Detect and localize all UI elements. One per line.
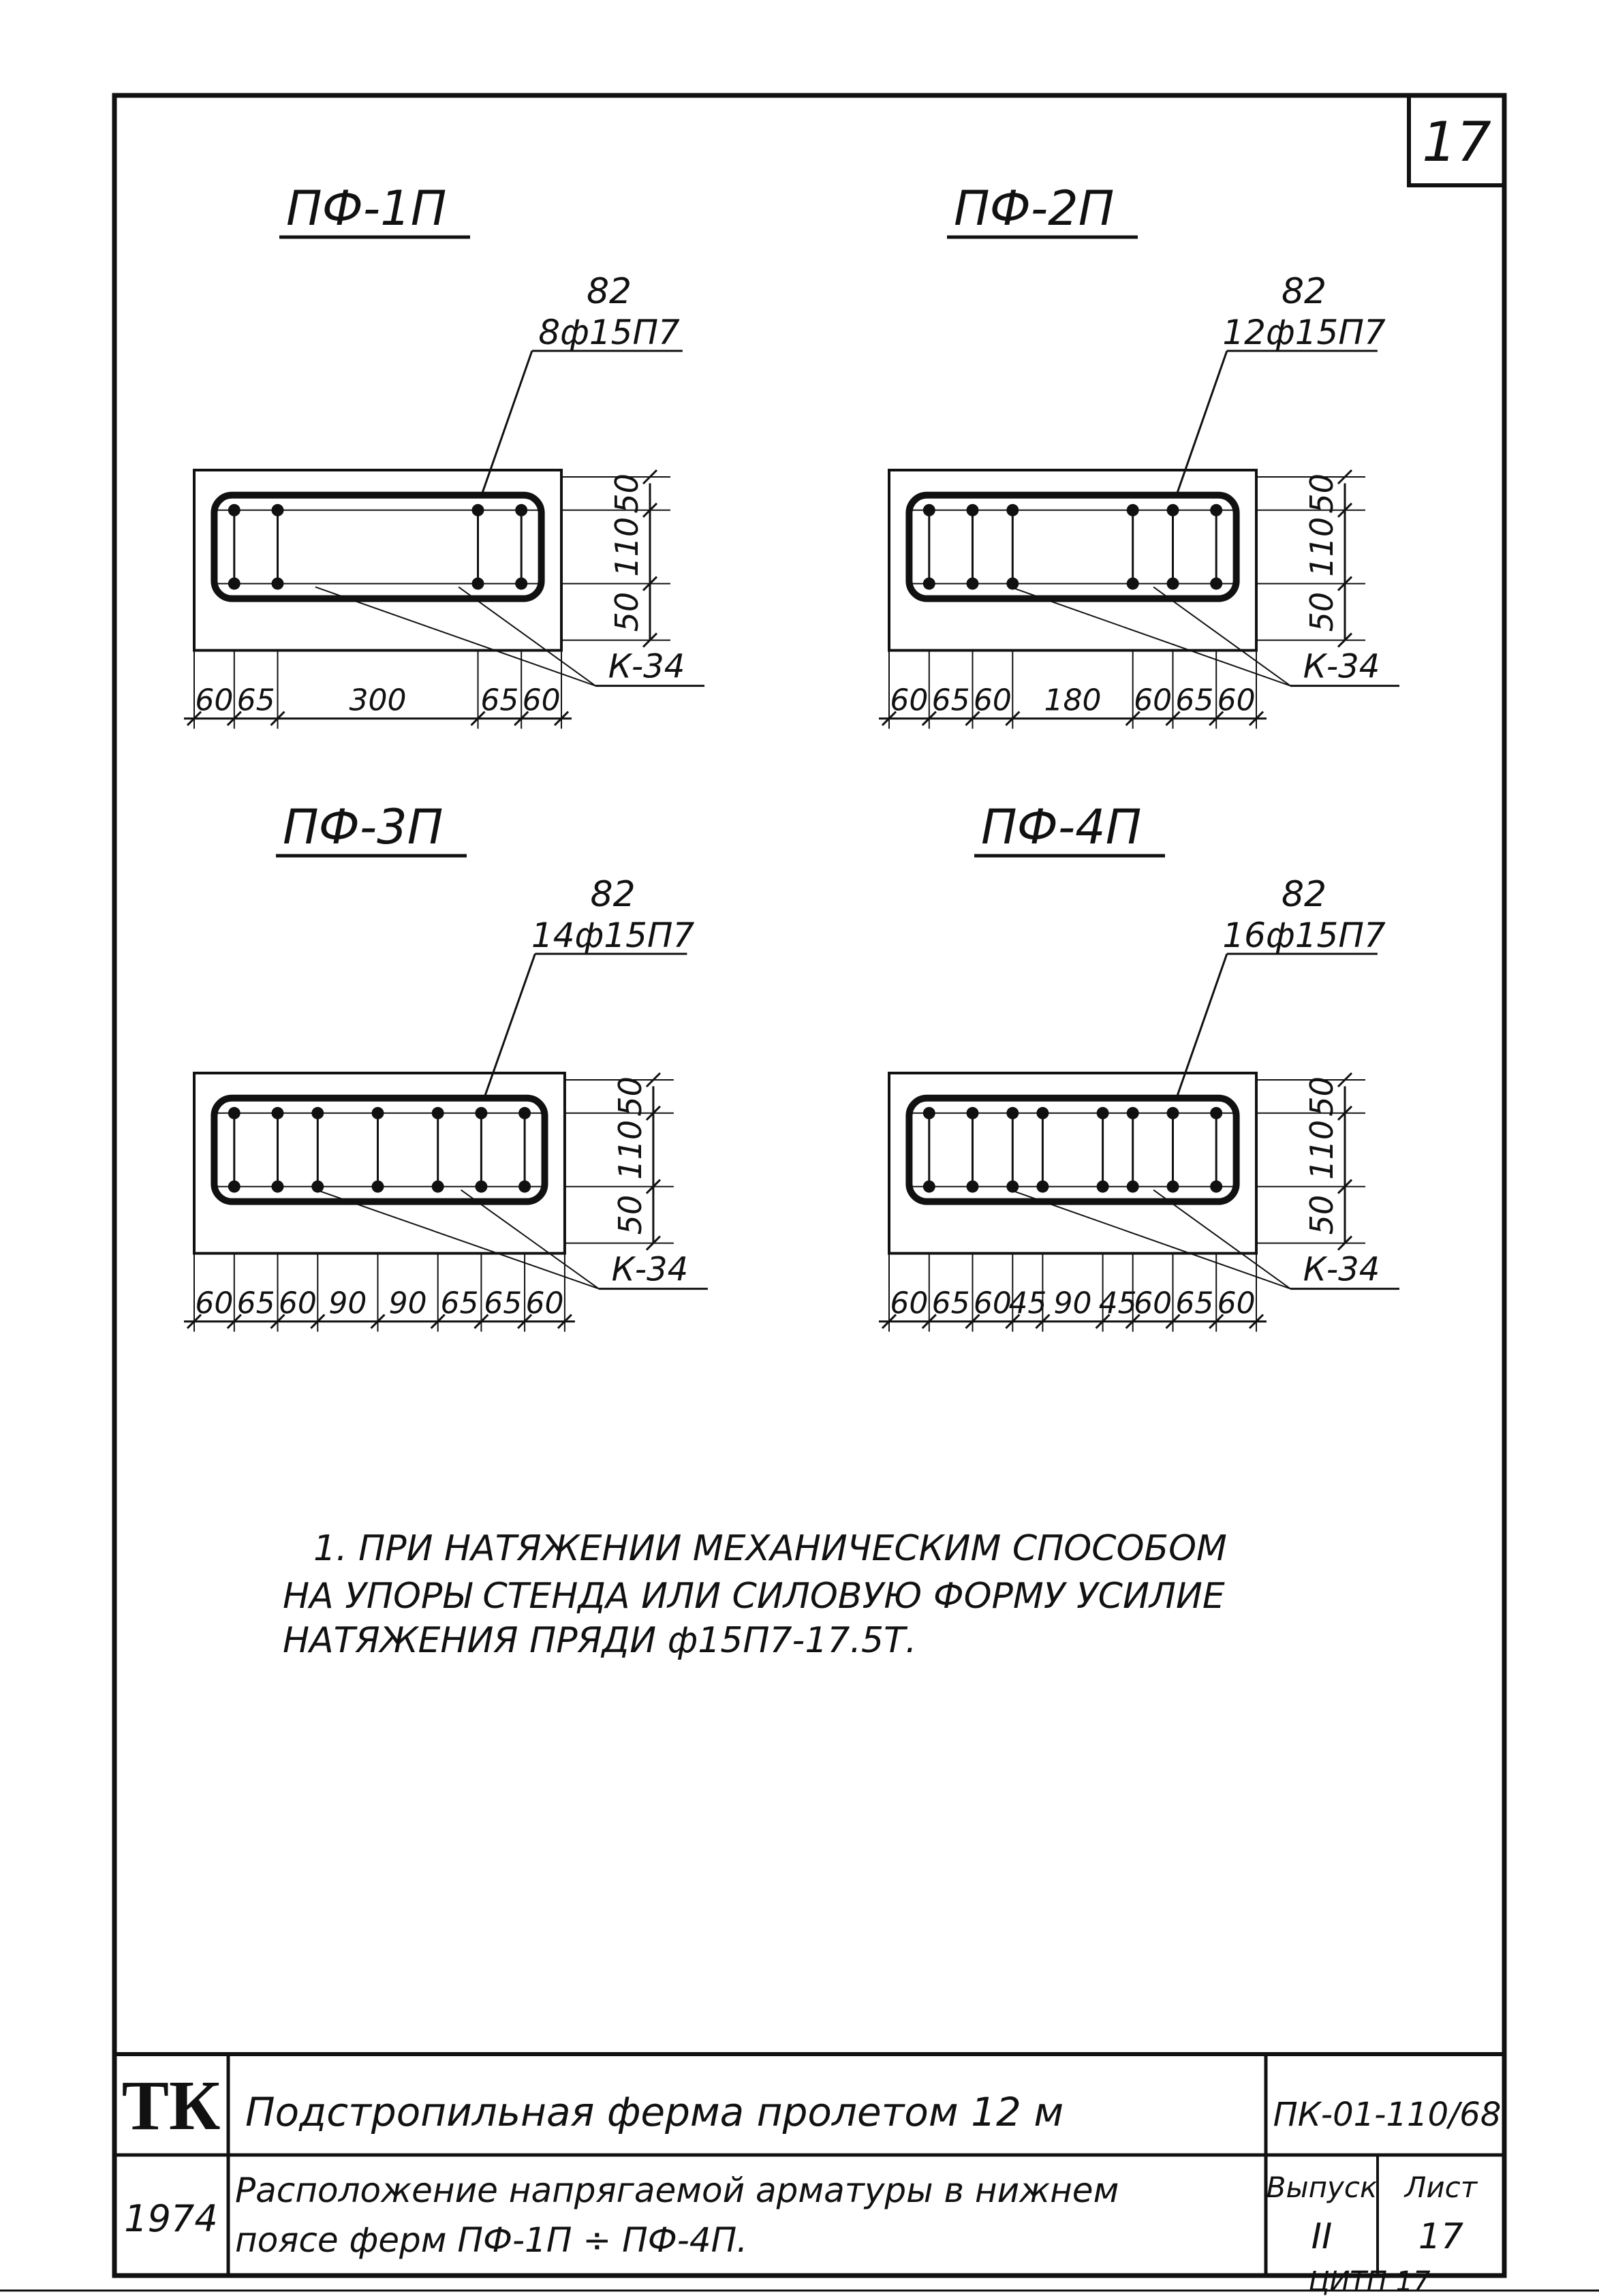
horizontal-dim-value: 45 <box>1008 1286 1047 1321</box>
note <box>283 1528 1227 1661</box>
note-line-1: 1. ПРИ НАТЯЖЕНИИ МЕХАНИЧЕСКИМ СПОСОБОМ <box>313 1528 1227 1569</box>
section-pf-1p <box>184 181 704 729</box>
clamp-label: К-34 <box>611 1250 689 1289</box>
horizontal-dim-value: 65 <box>1175 683 1214 718</box>
logo-tk: ТК <box>121 2066 221 2145</box>
leader-line <box>483 954 535 1101</box>
vertical-dim-value: 50 <box>1303 1194 1340 1235</box>
section-pf-2p <box>879 181 1399 729</box>
rebar-spec: 12ф15П7 <box>1222 313 1386 352</box>
horizontal-dim-value: 65 <box>440 1286 479 1321</box>
horizontal-dim-value: 60 <box>973 1286 1012 1321</box>
horizontal-dim-value: 60 <box>525 1286 564 1321</box>
vertical-dim-value: 110 <box>608 516 645 577</box>
section-title: ПФ-2П <box>954 181 1115 236</box>
clamp-leader <box>459 587 595 686</box>
horizontal-dim-value: 60 <box>1217 1286 1256 1321</box>
mark-number: 82 <box>1281 874 1327 915</box>
clamp-leader <box>1153 587 1290 686</box>
section-pf-3p <box>184 799 708 1332</box>
horizontal-dim-value: 60 <box>195 683 234 718</box>
sheet-label: Лист <box>1404 2171 1478 2204</box>
section-title: ПФ-4П <box>981 799 1142 855</box>
horizontal-dim-value: 60 <box>1134 683 1173 718</box>
mark-number: 82 <box>586 271 632 312</box>
issue-label: Выпуск <box>1266 2171 1378 2204</box>
horizontal-dim-value: 90 <box>1053 1286 1092 1321</box>
section-title: ПФ-1П <box>286 181 447 236</box>
project-title: Подстропильная ферма пролетом 12 м <box>245 2089 1064 2135</box>
section-pf-4p <box>879 799 1399 1332</box>
horizontal-dim-value: 65 <box>931 1286 970 1321</box>
horizontal-dim-value: 60 <box>1134 1286 1173 1321</box>
rebar-spec: 16ф15П7 <box>1222 916 1386 955</box>
sheet-number: 17 <box>1422 110 1491 174</box>
rebar-spec: 14ф15П7 <box>531 916 695 955</box>
horizontal-dim-value: 300 <box>349 683 407 718</box>
horizontal-dim-value: 60 <box>522 683 561 718</box>
leader-line <box>1175 954 1226 1101</box>
horizontal-dim-value: 65 <box>1175 1286 1214 1321</box>
clamp-label: К-34 <box>1303 647 1380 686</box>
vertical-dim-value: 50 <box>608 474 645 514</box>
vertical-dim-value: 50 <box>1303 1076 1340 1117</box>
horizontal-dim-value: 60 <box>890 683 929 718</box>
horizontal-dim-value: 65 <box>236 1286 275 1321</box>
horizontal-dim-value: 60 <box>890 1286 929 1321</box>
horizontal-dim-value: 65 <box>931 683 970 718</box>
vertical-dim-value: 50 <box>1303 474 1340 514</box>
footer-stamp: ЦИТП 17 <box>1308 2266 1431 2296</box>
horizontal-dim-value: 45 <box>1098 1286 1137 1321</box>
section-title: ПФ-3П <box>283 799 444 855</box>
horizontal-dim-value: 65 <box>484 1286 523 1321</box>
clamp-label: К-34 <box>608 647 685 686</box>
description-line-1: Расположение напрягаемой арматуры в нижнем <box>235 2171 1119 2210</box>
leader-line <box>480 351 531 498</box>
sheet-value: 17 <box>1418 2216 1464 2257</box>
horizontal-dim-value: 60 <box>1217 683 1256 718</box>
horizontal-dim-value: 180 <box>1044 683 1102 718</box>
vertical-dim-value: 50 <box>608 591 645 632</box>
vertical-dim-value: 110 <box>1303 1119 1340 1180</box>
note-line-3: НАТЯЖЕНИЯ ПРЯДИ ф15П7-17.5Т. <box>283 1620 917 1661</box>
vertical-dim-value: 50 <box>611 1076 649 1117</box>
clamp-label: К-34 <box>1303 1250 1380 1289</box>
mark-number: 82 <box>590 874 636 915</box>
issue-value: II <box>1311 2216 1333 2257</box>
horizontal-dim-value: 60 <box>278 1286 317 1321</box>
title-block <box>114 2054 1504 2296</box>
clamp-leader <box>1153 1190 1290 1289</box>
leader-line <box>1175 351 1226 498</box>
horizontal-dim-value: 60 <box>195 1286 234 1321</box>
horizontal-dim-value: 65 <box>480 683 519 718</box>
vertical-dim-value: 110 <box>1303 516 1340 577</box>
mark-number: 82 <box>1281 271 1327 312</box>
vertical-dim-value: 50 <box>611 1194 649 1235</box>
year: 1974 <box>124 2197 218 2240</box>
description-line-2: поясе ферм ПФ-1П ÷ ПФ-4П. <box>235 2220 748 2260</box>
document-code: ПК-01-110/68 <box>1273 2096 1502 2134</box>
rebar-spec: 8ф15П7 <box>538 313 680 352</box>
horizontal-dim-value: 90 <box>388 1286 427 1321</box>
horizontal-dim-value: 90 <box>328 1286 367 1321</box>
horizontal-dim-value: 65 <box>236 683 275 718</box>
vertical-dim-value: 110 <box>611 1119 649 1180</box>
note-line-2: НА УПОРЫ СТЕНДА ИЛИ СИЛОВУЮ ФОРМУ УСИЛИЕ <box>283 1576 1225 1617</box>
horizontal-dim-value: 60 <box>973 683 1012 718</box>
vertical-dim-value: 50 <box>1303 591 1340 632</box>
